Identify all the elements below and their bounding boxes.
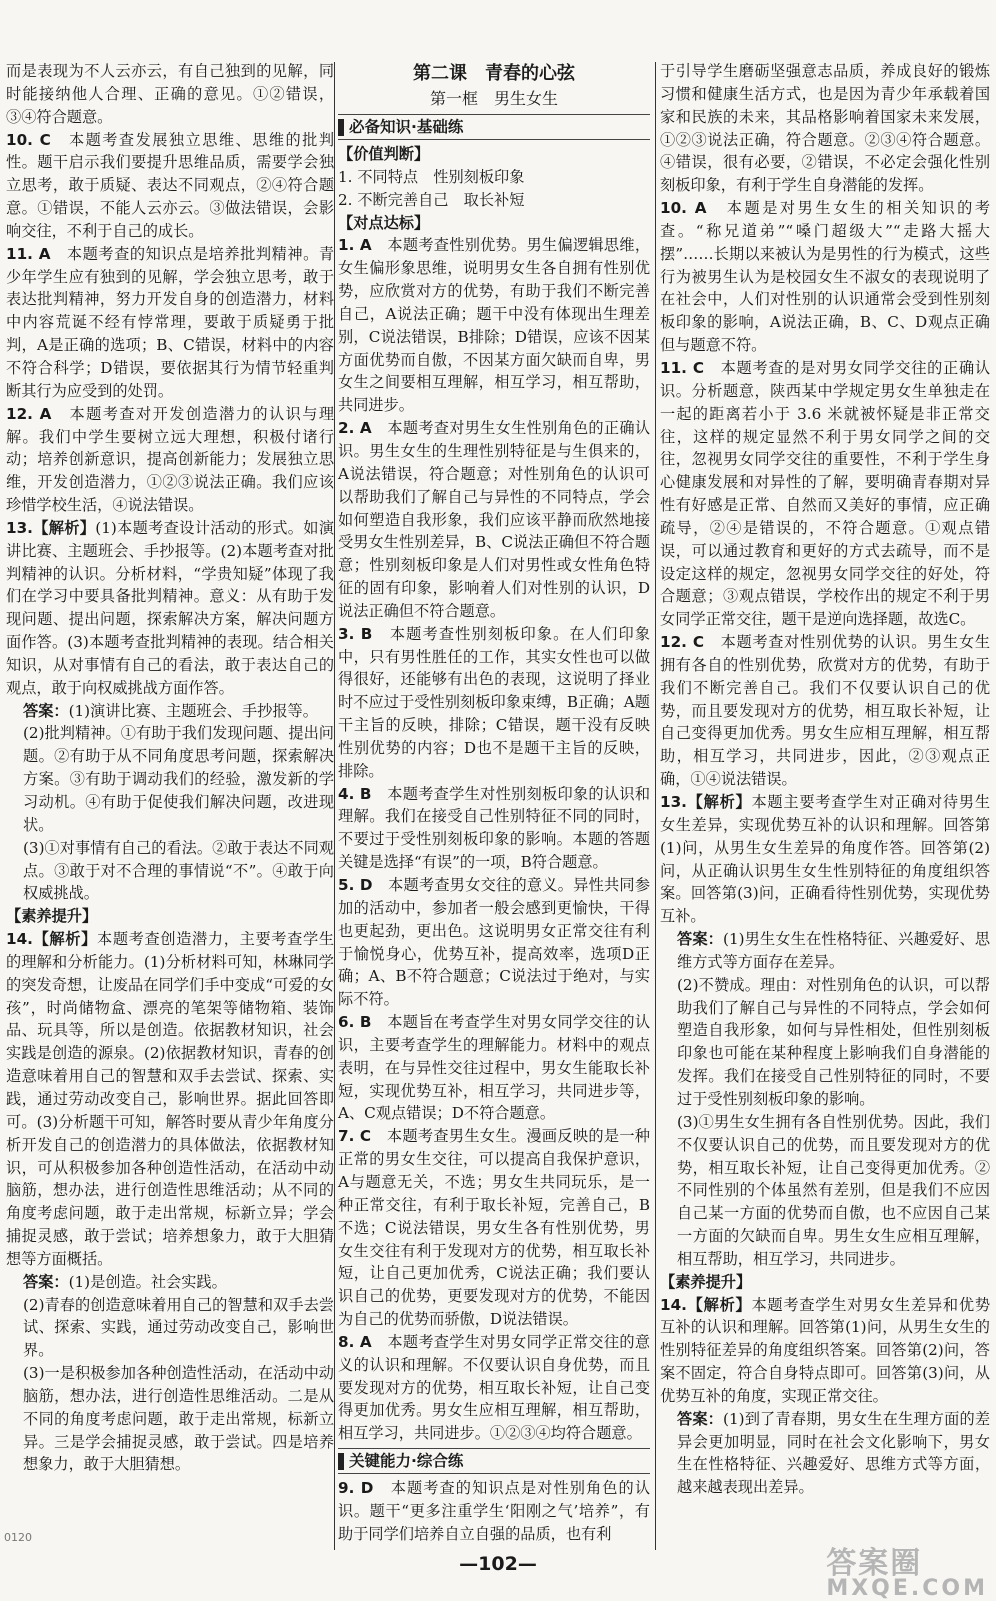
- answer-q13-key: 答案：(1)演讲比赛、主题班会、手抄报等。: [23, 701, 318, 720]
- answer-q7: 7. C 本题考查男生女生。漫画反映的是一种正常的男女生交往，可以提高自我保护意识，A与题意无关，不选；男女生共同玩乐，是一种正常交往，有利于取长补短，完善自己，B不选；C说法错误，男女生各有性别优势，男女生交往有利于发现对方的优势，相互取长补短，让自己更加优秀，C说法正确；我们要认识自己的优势，更要发现对方的优势，不能因为自己的优势而骄傲，D说法错误。: [338, 1127, 650, 1329]
- section-label-literacy: 【素养提升】: [6, 907, 98, 926]
- frame-title: 第一框 男生女生: [429, 89, 558, 108]
- column-3: [660, 60, 990, 1499]
- answer-q4: 4. B 本题考查学生对性别刻板印象的认识和理解。我们在接受自己性别特征不同的同时，不要过于受性别刻板印象的影响。本题的答题关键是选择“有误”的一项，B符合题意。: [338, 784, 651, 872]
- answer-q14-key: 答案：(1)是创造。社会实践。: [23, 1272, 227, 1291]
- answer-q13b-part2: (2)不赞成。理由：对性别角色的认识，可以帮助我们了解自己与异性的不同特点，学会如何塑造自我形象，如何与异性相处，但性别刻板印象也可能在某种程度上影响我们自身潜能的发挥。我们在接受自己性别特征的同时，不要过于受性别刻板印象的影响。: [677, 975, 990, 1108]
- watermark-logo: 答案圈 MXQE.COM: [826, 1546, 988, 1601]
- column-divider-1: [334, 62, 335, 1550]
- answer-q14-part3: (3)一是积极参加各种创造性活动，在活动中动脑筋，想办法，进行创造性思维活动。二是从不同的角度考虑问题，敢于走出常规，标新立异。三是学会捕捉灵感，敢于尝试。四是培养想象力，敢于大胆猜想。: [23, 1364, 334, 1474]
- column-divider-2: [655, 62, 656, 1550]
- section-header-basic: 必备知识·基础练: [338, 114, 650, 140]
- answer-q13b-key: 答案：(1)男生女生在性格特征、兴趣爱好、思维方式等方面存在差异。: [677, 930, 991, 971]
- column-2: [338, 60, 650, 1546]
- value-judgement-1: 1. 不同特点 性别刻板印象: [338, 167, 525, 186]
- answer-q14: 14.【解析】本题考查创造潜力，主要考查学生的理解和分析能力。(1)分析材料可知，林琳同学的突发奇想，让废品在同学们手中变成“可爱的女孩”，时尚储物盒、漂亮的笔架等储物箱、装饰品、玩具等，所以是创造。依据教材知识，社会实践是创造的源泉。(2)依据教材知识，青春的创造意味着用自己的智慧和双手去尝试、探索、实践，通过劳动改变自己，影响世界。据此回答即可。(3)分析题干可知，解答时要从青少年角度分析开发自己的创造潜力的具体做法，依据教材知识，可从积极参加各种创造性活动，在活动中动脑筋，想办法，进行创造性思维活动；从不同的角度考虑问题，敢于走出常规，标新立异；学会捕捉灵感，敢于尝试；培养想象力，敢于大胆猜想等方面概括。: [6, 930, 335, 1268]
- answer-q8: 8. A 本题考查学生对男女同学正常交往的意义的认识和理解。不仅要认识自身优势，而且要发现对方的优势，相互取长补短，让自己变得更加优秀。男女生应相互理解，相互帮助，相互学习，共同进步。①②③④均符合题意。: [338, 1332, 651, 1443]
- answer-q13: 13.【解析】(1)本题考查设计活动的形式。如演讲比赛、主题班会、手抄报等。(2)本题考查对批判精神的认识。分析材料，“学贵知疑”体现了我们在学习中要具备批判精神。意义：从有助于发现问题、提出问题，探索解决方案，解决问题方面作答。(3)本题考查批判精神的表现。结合相关知识，从对事情有自己的看法，敢于表达自己的观点，敢于向权威挑战方面作答。: [6, 518, 335, 697]
- lesson-title: 第二课 青春的心弦: [413, 63, 575, 84]
- section-label-literacy: 【素养提升】: [660, 1272, 752, 1291]
- column-1: [6, 60, 334, 1476]
- answer-q13-part3: (3)①对事情有自己的看法。②敢于表达不同观点。③敢于对不合理的事情说“不”。④敢于向权威挑战。: [23, 838, 334, 903]
- answer-q12: 12. A 本题考查对开发创造潜力的认识与理解。我们中学生要树立远大理想，积极付诸行动；培养创新意识，提高创新能力；发展独立思维，开发创造潜力，①②③说法正确。我们应该珍惜学校生活，④说法错误。: [6, 404, 335, 515]
- answer-q11b: 11. C 本题考查的是对男女同学交往的正确认识。分析题意，陕西某中学规定男女生单独走在一起的距离若小于 3.6 米就被怀疑是非正常交往，这样的规定显然不利于男女同学之间的交往，忽视男女同学交往的重要性，不利于学生身心健康发展和对异性的了解，要明确青春期对异性有好感是正常、自然而又美好的事情，应正确疏导，②④是错误的，不符合题意。①观点错误，可以通过教育和更好的方式去疏导，而不是设定这样的规定，忽视男女同学交往的好处，符合题意；③观点错误，学校作出的规定不利于男女同学正常交往，题干是逆向选择题，故选C。: [660, 358, 991, 629]
- answer-q13b-part3: (3)①男生女生拥有各自性别优势。因此，我们不仅要认识自己的优势，而且要发现对方的优势，相互取长补短，让自己变得更加优秀。②不同性别的个体虽然有差别，但是我们不应因自己某一方面的优势而自傲，也不应因自己某一方面的欠缺而自卑。男生女生应相互理解，相互帮助，相互学习，共同进步。: [677, 1112, 990, 1268]
- answer-q5: 5. D 本题考查男女交往的意义。异性共同参加的活动中，参加者一般会感到更愉快，干得也更起劲，更出色。这说明男女正常交往有利于愉悦身心，优势互补，提高效率，选项D正确；A、B不符合题意；C说法过于绝对，与实际不符。: [338, 876, 651, 1009]
- answer-q9: 9. D 本题考查的知识点是对性别角色的认识。题干“更多注重学生‘阳刚之气’培养”，有助于同学们培养自立自强的品质，也有利: [338, 1479, 651, 1543]
- section-bar-icon: [338, 1453, 344, 1470]
- section-header-comprehensive: 关键能力·综合练: [338, 1448, 650, 1474]
- answer-q14b: 14.【解析】本题考查学生对男女生差异和优势互补的认识和理解。回答第(1)问，从男生女生的性别特征差异的角度组织答案。回答第(2)问，答案不固定，符合自身特点即可。回答第(3)问，从优势互补的角度，实现正常交往。: [660, 1295, 991, 1405]
- answer-q3: 3. B 本题考查性别刻板印象。在人们印象中，只有男性胜任的工作，其实女性也可以做得很好，还能够有出色的表现，这说明了择业时不应过于受性别刻板印象束缚，B正确；A题干主旨的反映，排除；C错误，题干没有反映性别优势的内容；D也不是题干主旨的反映，排除。: [338, 624, 651, 780]
- corner-code: 0120: [4, 1531, 32, 1544]
- value-judgement-2: 2. 不断完善自己 取长补短: [338, 190, 525, 209]
- answer-q14b-key: 答案：(1)到了青春期，男女生在生理方面的差异会更加明显，同时在社会文化影响下，男女生在性格特征、兴趣爱好、思维方式等方面，越来越表现出差异。: [677, 1409, 991, 1497]
- answer-q13-part2: (2)批判精神。①有助于我们发现问题、提出问题。②有助于从不同角度思考问题，探索解决方案。③有助于调动我们的经验，激发新的学习动机。④有助于促使我们解决问题，改进现状。: [23, 724, 334, 834]
- page-number: —102—: [459, 1553, 537, 1575]
- answer-q13b: 13.【解析】本题主要考查学生对正确对待男生女生差异，实现优势互补的认识和理解。回答第(1)问，从男生女生差异的角度作答。回答第(2)问，从正确认识男生女生性别特征的角度组织答案。回答第(3)问，正确看待性别优势，实现优势互补。: [660, 793, 991, 926]
- target-practice-label: 【对点达标】: [338, 213, 430, 232]
- paragraph-continued: 于引导学生磨砺坚强意志品质，养成良好的锻炼习惯和健康生活方式，也是因为青少年承载着国家和民族的未来，其品格影响着国家未来发展，①②③说法正确，符合题意。②③④符合题意。④错误，很有必要，②错误，不必定会强化性别刻板印象，有利于学生自身潜能的发挥。: [660, 62, 990, 195]
- answer-q14-part2: (2)青春的创造意味着用自己的智慧和双手去尝试、探索、实践，通过劳动改变自己，影响世界。: [23, 1295, 334, 1360]
- value-judgement-label: 【价值判断】: [338, 145, 430, 163]
- answer-q10b: 10. A 本题是对男生女生的相关知识的考查。“称兄道弟”“嗓门超级大”“走路大摇大摆”……长期以来被认为是男性的行为模式，这些行为被男生认为是校园女生不淑女的表现说明了在社会中，人们对性别的认识通常会受到性别刻板印象的影响，A说法正确，B、C、D观点正确但与题意不符。: [660, 199, 991, 355]
- answer-q6: 6. B 本题旨在考查学生对男女同学交往的认识，主要考查学生的理解能力。材料中的观点表明，在与异性交往过程中，男女生能取长补短，实现优势互补，相互学习，共同进步等，A、C观点错误；D不符合题意。: [338, 1013, 651, 1123]
- answer-q1: 1. A 本题考查性别优势。男生偏逻辑思维，女生偏形象思维，说明男女生各自拥有性别优势，应欣赏对方的优势，有助于我们不断完善自己，A说法正确；题干中没有体现出生理差别，C说法错误，B排除；D错误，应该不因某方面优势而自傲，不因某方面欠缺而自卑，男女生之间要相互理解，相互学习，相互帮助，共同进步。: [338, 236, 651, 415]
- answer-q12b: 12. C 本题考查对性别优势的认识。男生女生拥有各自的性别优势，欣赏对方的优势，有助于我们不断完善自己。我们不仅要认识自己的优势，而且要发现对方的优势，相互取长补短，让自己变得更加优秀。男女生应相互理解，相互帮助，相互学习，共同进步，因此，②③观点正确，①④说法错误。: [660, 633, 991, 789]
- answer-q11: 11. A 本题考查的知识点是培养批判精神。青少年学生应有独到的见解，学会独立思考，敢于表达批判精神，努力开发自身的创造潜力，材料中内容荒诞不经有悖常理，要敢于质疑勇于批判，A是正确的选项；B、C错误，材料中的内容不符合科学；D错误，要依据其行为情节轻重判断其行为应受到的处罚。: [6, 244, 335, 400]
- paragraph-continued: 而是表现为不人云亦云，有自己独到的见解，同时能接纳他人合理、正确的意见。①②错误，③④符合题意。: [6, 62, 334, 126]
- section-bar-icon: [338, 119, 344, 136]
- answer-q2: 2. A 本题考查对男生女生性别角色的正确认识。男生女生的生理性别特征是与生俱来的，A说法错误，符合题意；对性别角色的认识可以帮助我们了解自己与异性的不同特点，学会如何塑造自我形象，我们应该平静而欣然地接受男女生性别差异，B、C说法正确但不符合题意；性别刻板印象是人们对男性或女性角色特征的固有印象，影响着人们对性别的认识，D说法正确但不符合题意。: [338, 419, 651, 620]
- answer-q10: 10. C 本题考查发展独立思维、思维的批判性。题干启示我们要提升思维品质，需要学会独立思考，敢于质疑、表达不同观点，②④符合题意。①错误，不能人云亦云。③做法错误，会影响交往，不利于自己的成长。: [6, 130, 335, 240]
